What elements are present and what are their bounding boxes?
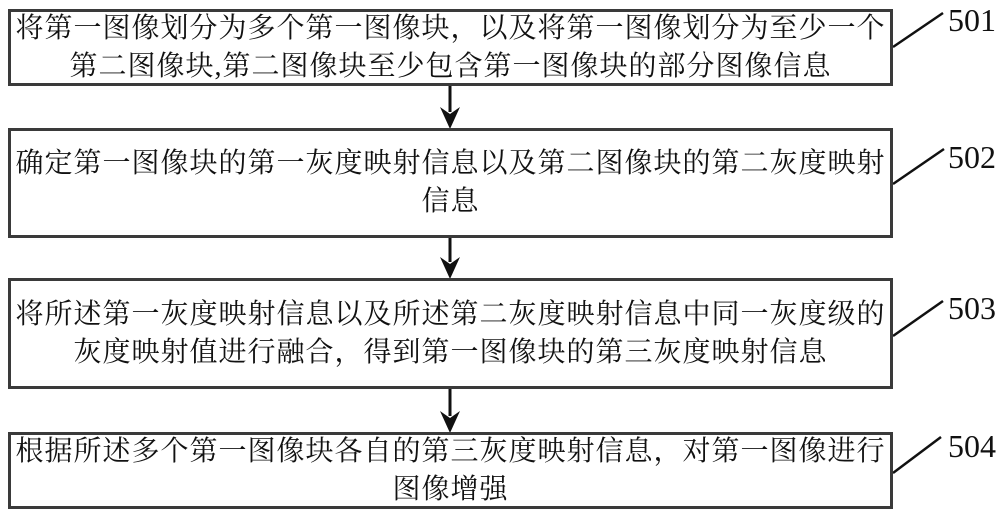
ref-tick-501 xyxy=(893,13,943,47)
down-arrow-2 xyxy=(440,238,460,279)
ref-tick-504 xyxy=(893,437,941,473)
ref-label-504: 504 xyxy=(948,428,996,464)
step-box-501 xyxy=(8,9,893,86)
step-text-502: 确定第一图像块的第一灰度映射信息以及第二图像块的第二灰度映射信息 xyxy=(15,148,886,217)
down-arrow-3 xyxy=(440,389,460,433)
step-box-504 xyxy=(8,432,893,509)
ref-tick-502 xyxy=(893,149,944,184)
step-box-503 xyxy=(8,278,893,389)
down-arrow-1 xyxy=(440,86,460,129)
ref-label-502: 502 xyxy=(948,139,996,175)
step-text-501: 将第一图像划分为多个第一图像块，以及将第一图像划分为至少一个第二图像块,第二图像块至少包含第一图像块的部分图像信息 xyxy=(15,12,886,82)
ref-tick-503 xyxy=(893,301,943,336)
step-box-502 xyxy=(8,128,893,238)
ref-label-503: 503 xyxy=(948,290,996,326)
ref-label-501: 501 xyxy=(948,2,996,38)
step-text-504: 根据所述多个第一图像块各自的第三灰度映射信息，对第一图像进行图像增强 xyxy=(15,435,886,505)
step-text-503: 将所述第一灰度映射信息以及所述第二灰度映射信息中同一灰度级的灰度映射值进行融合，得到第一图像块的第三灰度映射信息 xyxy=(15,298,886,368)
